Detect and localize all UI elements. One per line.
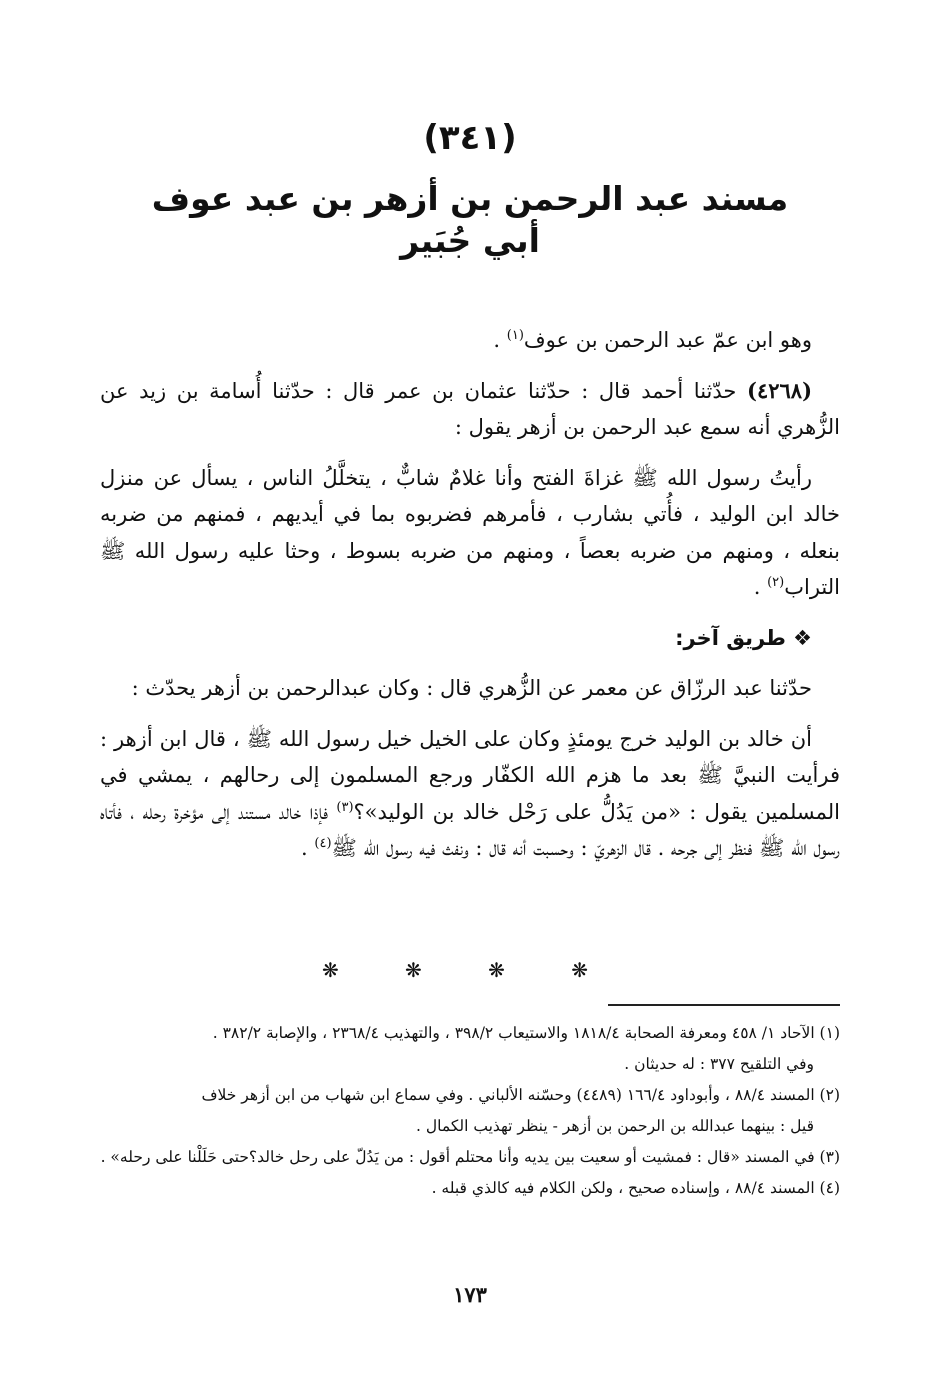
other-route-heading [100, 620, 840, 657]
route2-isnad-paragraph [100, 670, 840, 707]
route2-matn-b: فإذا خالد مستند إلى مؤخرة رحله ، فأتاه رسول الله ﷺ فنظر إلى جرحه . قال الزهريّ : وحسبت أنه قال : ونفث فيه رسول الله ﷺ [100, 799, 840, 860]
chapter-title-line2: أبي جُبَير [400, 221, 540, 260]
chapter-title [100, 178, 840, 262]
page-number: ١٧٣ [453, 1282, 487, 1307]
book-page [100, 0, 840, 1376]
matn-paragraph [100, 460, 840, 606]
isnad-paragraph [100, 373, 840, 446]
isnad-text: حدّثنا أحمد قال : حدّثنا عثمان بن عمر قال : حدّثنا أُسامة بن زيد عن الزُّهري أنه سمع عبد الرحمن بن أزهر يقول : [100, 378, 840, 439]
intro-paragraph [100, 322, 840, 359]
chapter-number: (٣٤١) [423, 118, 517, 158]
other-route-label: ❖ طريق آخر: [675, 625, 812, 650]
intro-end: . [493, 328, 507, 352]
footnote-ref-2: (٢) [767, 575, 785, 590]
footnotes [100, 1018, 840, 1204]
footnote-2: (٢) المسند ٨٨/٤ ، وأبوداود ١٦٦/٤ (٤٤٨٩) وحسّنه الألباني . وفي سماع ابن شهاب من ابن أزهر خلاف [201, 1086, 840, 1104]
route2-matn-a: أن خالد بن الوليد خرج يومئذٍ وكان على الخيل خيل رسول الله ﷺ ، قال ابن أزهر : فرأيت النبيَّ ﷺ بعد ما هزم الله الكفّار ورجع المسلمون إلى رحالهم ، يمشي في المسلمين يقول : «من يَدُلُّ على رَحْل خالد بن الوليد»؟ [100, 726, 841, 824]
footnote-ref-3: (٣) [336, 799, 354, 815]
footnote-1: (١) الآحاد ١/ ٤٥٨ ومعرفة الصحابة ١٨١٨/٤ والاستيعاب ٣٩٨/٢ ، والتهذيب ٢٣٦٨/٤ ، والإصابة ٣٨٢/٢ . [212, 1024, 840, 1042]
main-text [100, 322, 840, 881]
footnote-3: (٣) في المسند «قال : فمشيت أو سعيت بين يديه وأنا محتلم أقول : من يَدُلّ على رحل خالد؟حتى حَلَلْنا على رحله» . [100, 1148, 840, 1166]
matn-end: . [753, 575, 768, 599]
footnote-1-cont: وفي التلقيح ٣٧٧ : له حديثان . [624, 1055, 814, 1073]
footnote-divider [608, 1004, 840, 1006]
footnote-2-cont: قيل : بينهما عبدالله بن الرحمن بن أزهر - ينظر تهذيب الكمال . [416, 1117, 814, 1135]
route2-isnad-text: حدّثنا عبد الرزّاق عن معمر عن الزُّهري قال : وكان عبدالرحمن بن أزهر يحدّث : [131, 676, 812, 700]
chapter-title-line1: مسند عبد الرحمن بن أزهر بن عبد عوف [151, 179, 789, 218]
route2-end: . [301, 836, 315, 860]
hadith-number: (٤٢٦٨) [747, 377, 812, 403]
matn-text: رأيتُ رسول الله ﷺ غزاةَ الفتح وأنا غلامٌ شابٌّ ، يتخلَّلُ الناس ، يسأل عن منزل خالد ابن الوليد ، فأُتي بشارب ، فأمرهم فضربوه بما في أيديهم ، فمنهم من ضربه بنعله ، ومنهم من ضربه بعصاً ، ومنهم من ضربه بسوط ، وحثا عليه رسول الله ﷺ التراب [100, 465, 840, 599]
footnote-ref-4: (٤) [314, 836, 332, 851]
route2-matn-paragraph [100, 721, 840, 867]
intro-text: وهو ابن عمّ عبد الرحمن بن عوف [523, 328, 812, 352]
footnote-ref-1: (١) [506, 328, 524, 343]
footnote-4: (٤) المسند ٨٨/٤ ، وإسناده صحيح ، ولكن الكلام فيه كالذي قبله . [431, 1179, 840, 1197]
section-separator: ❋ ❋ ❋ ❋ [321, 958, 619, 982]
